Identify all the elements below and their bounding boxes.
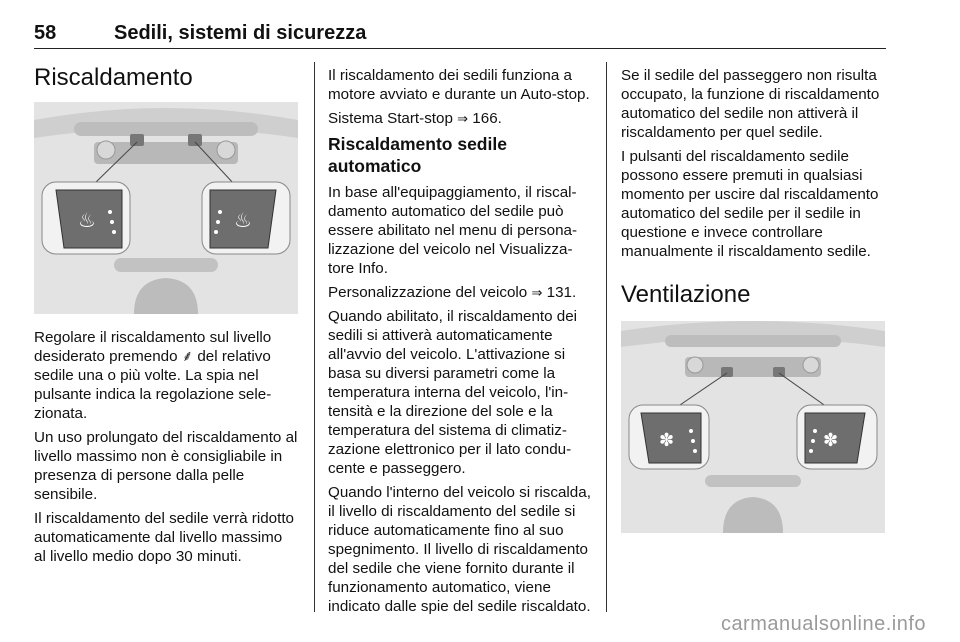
reference-text: Sistema Start-stop [328,110,453,127]
reference-text: Personalizzazione del veicolo [328,284,528,301]
reference-page[interactable]: 131. [546,284,577,301]
column-2 [328,66,592,621]
running-title: Sedili, sistemi di sicurezza [114,22,367,44]
paragraph-reference [328,283,592,302]
paragraph: Regolare il riscaldamento sul livello desiderato premendo ⸙ del relativo sedile una o più volte. La spia nel pulsante indica la regolazione selezionata. [34,329,272,422]
subsection-title-auto-heating: Riscaldamento sedile automatico [328,134,507,176]
column-divider [606,62,607,612]
paragraph: Un uso prolungato del riscaldamento al livello massimo non è consigliabile in presenza di persone dalla pelle sensibile. [34,429,298,503]
svg-text:✽: ✽ [823,430,839,451]
paragraph: I pulsanti del riscaldamento sedile possono essere premuti in qualsiasi momento per uscire dal riscaldamento automatico del sedile per il sedile in questione e invece controllare manualmente il riscaldamento sedile. [621,148,879,260]
column-1 [34,64,298,571]
paragraph: Il riscaldamento dei sedili funziona a motore avviato e durante un Auto-stop. [328,67,590,103]
paragraph: Quando l'interno del veicolo si riscalda, il livello di riscaldamento del sedile si riduce automaticamente fino al suo spegnimento. Il livello di riscaldamento del sedile che viene fornito durante il funzionamento automatico, viene indicato dalle spie del sedile riscaldato. [328,484,591,615]
arrow-reference-icon: ⇒ [531,285,543,300]
svg-text:♨: ♨ [234,208,252,232]
paragraph-reference [328,109,592,128]
column-3 [621,66,887,533]
paragraph: Il riscaldamento del sedile verrà ridotto automaticamente dal livello massimo al livello medio dopo 30 minuti. [34,510,294,565]
page-header [34,18,886,49]
arrow-reference-icon: ⇒ [457,111,469,126]
paragraph: Se il sedile del passeggero non risulta occupato, la funzione di riscaldamento automatico del sedile non attiverà il riscaldamento per quel sedile. [621,67,880,141]
paragraph: In base all'equipaggiamento, il riscaldamento automatico del sedile può essere abilitato nel menu di personalizzazione del veicolo nel Visualizzatore Info. [328,184,578,277]
section-title-ventilation: Ventilazione [621,281,751,308]
seat-ventilation-buttons-illustration [621,321,885,533]
seat-heating-buttons-illustration [34,102,298,314]
svg-text:♨: ♨ [78,208,96,232]
reference-page[interactable]: 166. [472,110,502,127]
paragraph: Quando abilitato, il riscaldamento dei sedili si attiverà automaticamente all'avvio del veicolo. L'attivazione si basa su diversi parametri come la temperatura interna del veicolo, l'intensità e la direzione del sole e la temperatura del sistema di climatizzazione elettronico per il lato conducente e passeggero. [328,308,578,477]
watermark: carmanualsonline.info [720,613,926,635]
column-divider [314,62,315,612]
page-number: 58 [34,22,57,44]
section-title-heating: Riscaldamento [34,64,193,91]
svg-text:✽: ✽ [659,430,675,451]
